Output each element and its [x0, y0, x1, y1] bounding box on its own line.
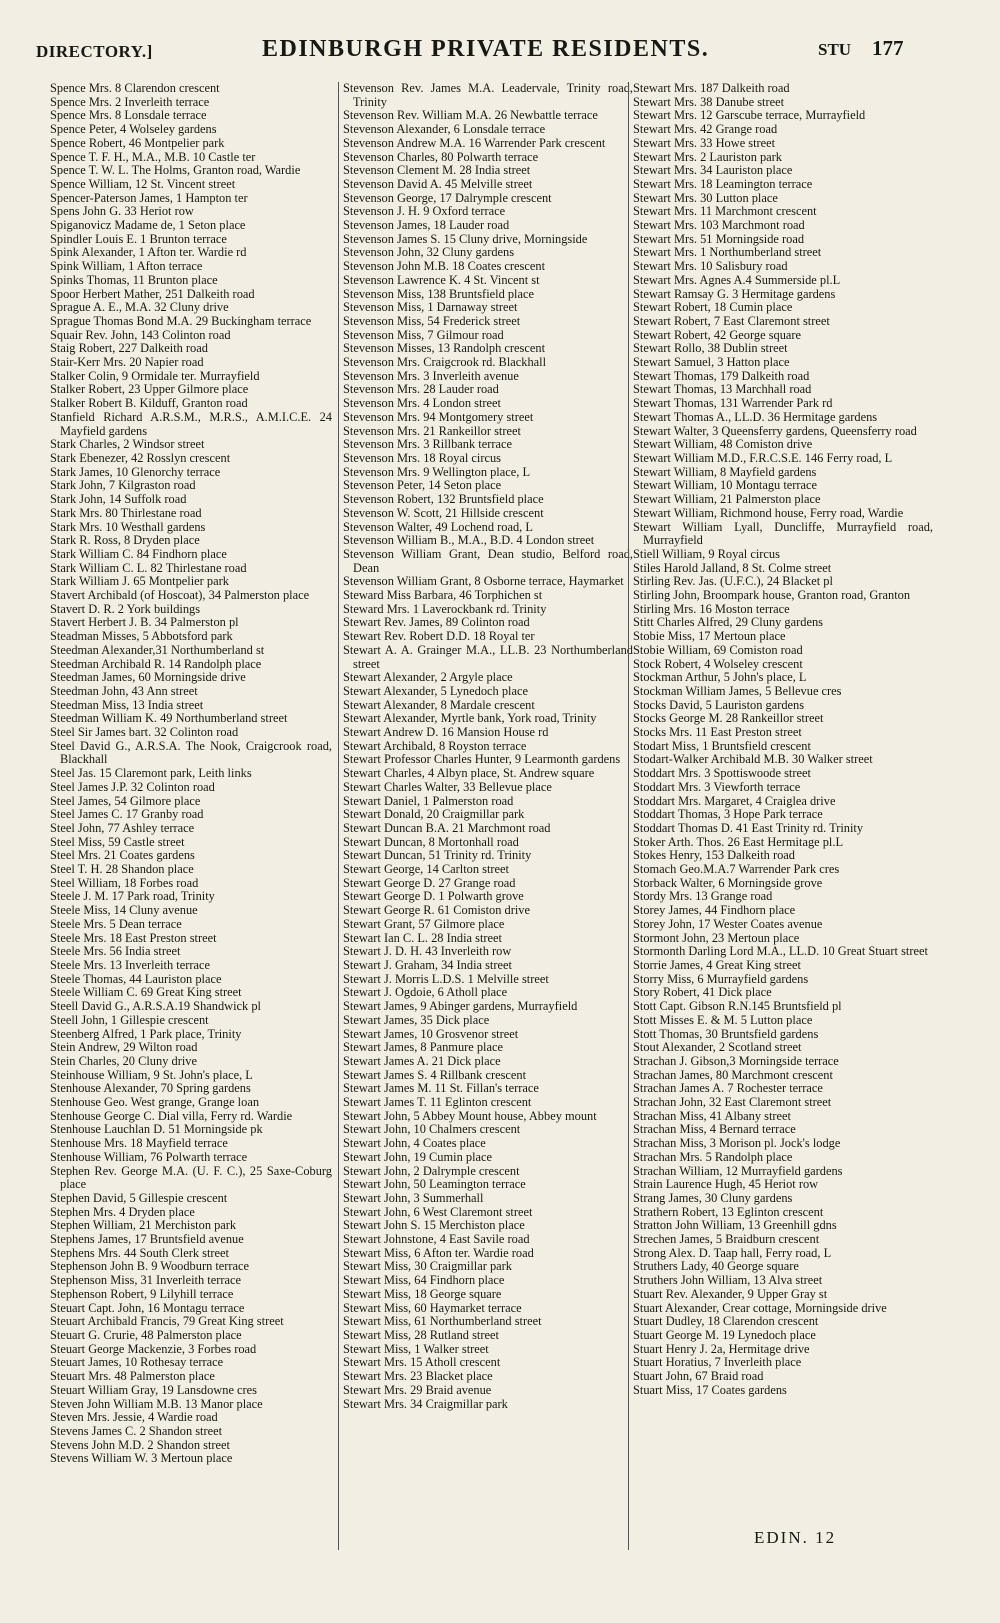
directory-entry: Steele J. M. 17 Park road, Trinity	[50, 889, 215, 904]
directory-entry: Stodart-Walker Archibald M.B. 30 Walker street	[633, 752, 873, 767]
directory-entry: Steele Miss, 14 Cluny avenue	[50, 903, 198, 918]
running-abbreviation: STU	[818, 40, 852, 59]
directory-entry: Stewart Thomas, 179 Dalkeith road	[633, 368, 810, 383]
directory-entry: Spens John G. 33 Heriot row	[50, 204, 194, 219]
directory-entry: Stewart Miss, 18 George square	[343, 1286, 502, 1301]
directory-entry: Stevenson Clement M. 28 India street	[343, 163, 531, 178]
directory-entry: Stewart Robert, 18 Cumin place	[633, 300, 793, 315]
directory-entry: Stewart Miss, 30 Craigmillar park	[343, 1259, 512, 1274]
directory-entry: Stark William C. L. 82 Thirlestane road	[50, 560, 247, 575]
directory-entry: Steel William, 18 Forbes road	[50, 875, 199, 890]
directory-entry: Stevenson William Grant, Dean studio, Belford road, Dean	[343, 546, 633, 575]
directory-entry: Spink Alexander, 1 Afton ter. Wardie rd	[50, 245, 247, 260]
directory-entry: Stewart Rev. James, 89 Colinton road	[343, 615, 530, 630]
directory-entry: Stewart Rev. Robert D.D. 18 Royal ter	[343, 629, 535, 644]
directory-entry: Stevenson Mrs. 28 Lauder road	[343, 382, 499, 397]
directory-entry: Stevenson Rev. James M.A. Leadervale, Trinity road, Trinity	[343, 82, 633, 109]
directory-entry: Stevenson Miss, 7 Gilmour road	[343, 327, 504, 342]
directory-entry: Strachan Miss, 41 Albany street	[633, 1108, 791, 1123]
directory-entry: Stevenson W. Scott, 21 Hillside crescent	[343, 505, 544, 520]
directory-entry: Strang James, 30 Cluny gardens	[633, 1190, 793, 1205]
directory-entry: Steel T. H. 28 Shandon place	[50, 862, 194, 877]
directory-entry: Steuart G. Crurie, 48 Palmerston place	[50, 1327, 242, 1342]
directory-entry: Stout Alexander, 2 Scotland street	[633, 1040, 802, 1055]
directory-entry: Spence Mrs. 8 Clarendon crescent	[50, 82, 220, 95]
directory-entry: Stewart Professor Charles Hunter, 9 Learmonth gardens	[343, 752, 621, 767]
directory-entry: Stitt Charles Alfred, 29 Cluny gardens	[633, 615, 823, 630]
directory-entry: Stewart Duncan, 8 Mortonhall road	[343, 834, 519, 849]
directory-entry: Stavert D. R. 2 York buildings	[50, 601, 201, 616]
directory-entry: Stenhouse Mrs. 18 Mayfield terrace	[50, 1136, 228, 1151]
directory-entry: Stenhouse George C. Dial villa, Ferry rd. Wardie	[50, 1108, 293, 1123]
directory-entry: Stoddart Mrs. Margaret, 4 Craiglea drive	[633, 793, 836, 808]
directory-entry: Stewart Mrs. 34 Craigmillar park	[343, 1396, 508, 1411]
directory-entry: Stott Misses E. & M. 5 Lutton place	[633, 1012, 813, 1027]
directory-entry: Stewart William, 10 Montagu terrace	[633, 478, 818, 493]
directory-entry: Stephen David, 5 Gillespie crescent	[50, 1190, 228, 1205]
directory-entry: Stewart Mrs. 23 Blacket place	[343, 1369, 493, 1384]
directory-entry: Steell David G., A.R.S.A.19 Shandwick pl	[50, 999, 261, 1014]
directory-entry: Stark Mrs. 10 Westhall gardens	[50, 519, 206, 534]
directory-entry: Stott Thomas, 30 Bruntsfield gardens	[633, 1026, 819, 1041]
directory-entry: Steele Thomas, 44 Lauriston place	[50, 971, 222, 986]
directory-entry: Stalker Colin, 9 Ormidale ter. Murrayfield	[50, 368, 260, 383]
directory-entry: Stark James, 10 Glenorchy terrace	[50, 464, 221, 479]
directory-entry: Storey John, 17 Wester Coates avenue	[633, 916, 823, 931]
directory-entry: Stevenson Mrs. 4 London street	[343, 396, 501, 411]
directory-entry: Stewart J. Graham, 34 India street	[343, 958, 512, 972]
directory-entry: Stanfield Richard A.R.S.M., M.R.S., A.M.I.C.E. 24 Mayfield gardens	[50, 409, 332, 438]
directory-entry: Spence William, 12 St. Vincent street	[50, 176, 236, 191]
directory-entry: Storback Walter, 6 Morningside grove	[633, 875, 823, 890]
directory-entry: Stewart Mrs. 51 Morningside road	[633, 231, 805, 246]
directory-entry: Stoddart Thomas, 3 Hope Park terrace	[633, 807, 823, 822]
directory-entry: Spence Mrs. 8 Lonsdale terrace	[50, 108, 207, 123]
directory-entry: Steenberg Alfred, 1 Park place, Trinity	[50, 1026, 242, 1041]
directory-entry: Steedman Alexander,31 Northumberland st	[50, 642, 265, 657]
directory-entry: Stewart Mrs. 103 Marchmont road	[633, 218, 805, 233]
directory-entry: Stewart Mrs. 11 Marchmont crescent	[633, 204, 817, 219]
directory-entry: Stevenson Miss, 54 Frederick street	[343, 313, 521, 328]
directory-entry: Strathern Robert, 13 Eglinton crescent	[633, 1204, 824, 1219]
directory-entry: Steele Mrs. 56 India street	[50, 944, 181, 959]
directory-entry: Stott Capt. Gibson R.N.145 Bruntsfield pl	[633, 999, 842, 1014]
directory-entry: Stirling John, Broompark house, Granton road, Granton	[633, 588, 911, 603]
directory-entry: Stratton John William, 13 Greenhill gdns	[633, 1218, 837, 1233]
directory-entry: Stevenson John M.B. 18 Coates crescent	[343, 259, 546, 274]
directory-entry: Stark John, 7 Kilgraston road	[50, 478, 196, 493]
directory-entry: Stephen Rev. George M.A. (U. F. C.), 25 Saxe-Coburg place	[50, 1163, 332, 1192]
directory-entry: Stephens Mrs. 44 South Clerk street	[50, 1245, 229, 1260]
directory-entry: Stewart J. Morris L.D.S. 1 Melville street	[343, 971, 549, 986]
directory-entry: Stevenson J. H. 9 Oxford terrace	[343, 204, 506, 219]
directory-entry: Struthers Lady, 40 George square	[633, 1259, 799, 1274]
directory-entry: Stewart Daniel, 1 Palmerston road	[343, 793, 514, 808]
directory-entry: Stormont John, 23 Mertoun place	[633, 930, 800, 945]
directory-entry: Stokes Henry, 153 Dalkeith road	[633, 848, 795, 863]
directory-entry: Stoddart Mrs. 3 Viewforth terrace	[633, 779, 801, 794]
directory-entry: Steel Miss, 59 Castle street	[50, 834, 185, 849]
directory-entry: Stewart Mrs. 34 Lauriston place	[633, 163, 793, 178]
directory-entry: Steel Jas. 15 Claremont park, Leith links	[50, 766, 252, 781]
directory-entry: Steel Sir James bart. 32 Colinton road	[50, 725, 239, 740]
directory-entry: Stevenson David A. 45 Melville street	[343, 176, 533, 191]
directory-entry: Stevenson James S. 15 Cluny drive, Morningside	[343, 231, 588, 246]
section-label: DIRECTORY.]	[36, 42, 153, 61]
directory-entry: Stewart Mrs. 1 Northumberland street	[633, 245, 822, 260]
directory-entry: Stevenson Misses, 13 Randolph crescent	[343, 341, 546, 356]
directory-entry: Stevenson George, 17 Dalrymple crescent	[343, 190, 552, 205]
directory-entry: Stein Charles, 20 Cluny drive	[50, 1053, 197, 1068]
directory-entry: Stephenson Miss, 31 Inverleith terrace	[50, 1273, 241, 1288]
directory-entry: Stewart George D. 1 Polwarth grove	[343, 889, 524, 904]
directory-entry: Spence Peter, 4 Wolseley gardens	[50, 122, 217, 137]
directory-entry: Stuart Miss, 17 Coates gardens	[633, 1382, 787, 1397]
directory-entry: Stobie Miss, 17 Mertoun place	[633, 629, 786, 644]
directory-entry: Stevenson Miss, 1 Darnaway street	[343, 300, 518, 315]
directory-entry: Stevenson Miss, 138 Bruntsfield place	[343, 286, 535, 301]
directory-column-1	[50, 82, 332, 1550]
directory-entry: Stevenson Mrs. 94 Montgomery street	[343, 409, 534, 424]
directory-entry: Stevenson John, 32 Cluny gardens	[343, 245, 515, 260]
directory-entry: Steedman John, 43 Ann street	[50, 683, 198, 698]
directory-entry: Stevenson Walter, 49 Lochend road, L	[343, 519, 533, 534]
directory-entry: Stephen Mrs. 4 Dryden place	[50, 1204, 195, 1219]
directory-entry: Sprague A. E., M.A. 32 Cluny drive	[50, 300, 229, 315]
directory-entry: Stewart Alexander, Myrtle bank, York road, Trinity	[343, 711, 597, 726]
directory-entry: Stewart John, 2 Dalrymple crescent	[343, 1163, 520, 1178]
directory-entry: Spinks Thomas, 11 Brunton place	[50, 272, 218, 287]
directory-entry: Stewart John, 3 Summerhall	[343, 1190, 484, 1205]
directory-entry: Stoddart Mrs. 3 Spottiswoode street	[633, 766, 811, 781]
directory-entry: Stevenson Mrs. 9 Wellington place, L	[343, 464, 531, 479]
directory-entry: Steel James J.P. 32 Colinton road	[50, 779, 215, 794]
directory-entry: Stodart Miss, 1 Bruntsfield crescent	[633, 738, 811, 753]
directory-entry: Stark John, 14 Suffolk road	[50, 492, 187, 507]
directory-entry: Steele William C. 69 Great King street	[50, 985, 242, 1000]
directory-entry: Stewart Mrs. 42 Grange road	[633, 122, 778, 137]
directory-entry: Stark Charles, 2 Windsor street	[50, 437, 205, 452]
directory-entry: Stiles Harold Jalland, 8 St. Colme street	[633, 560, 832, 575]
directory-entry: Stewart Alexander, 2 Argyle place	[343, 670, 513, 685]
directory-entry: Stewart Archibald, 8 Royston terrace	[343, 738, 527, 753]
directory-entry: Stockman William James, 5 Bellevue cres	[633, 683, 842, 698]
directory-entry: Stenhouse William, 76 Polwarth terrace	[50, 1149, 248, 1164]
directory-entry: Steuart Capt. John, 16 Montagu terrace	[50, 1300, 245, 1315]
directory-entry: Steven Mrs. Jessie, 4 Wardie road	[50, 1410, 218, 1425]
directory-entry: Stewart John, 4 Coates place	[343, 1136, 486, 1151]
directory-entry: Stewart Miss, 1 Walker street	[343, 1341, 489, 1356]
directory-entry: Stark R. Ross, 8 Dryden place	[50, 533, 200, 548]
directory-entry: Stevens John M.D. 2 Shandon street	[50, 1437, 230, 1452]
directory-entry: Strong Alex. D. Taap hall, Ferry road, L	[633, 1245, 832, 1260]
directory-entry: Spence Mrs. 2 Inverleith terrace	[50, 94, 210, 109]
directory-entry: Stavert Herbert J. B. 34 Palmerston pl	[50, 615, 239, 630]
directory-entry: Stewart Mrs. 2 Lauriston park	[633, 149, 783, 164]
directory-entry: Stuart Alexander, Crear cottage, Morningside drive	[633, 1300, 887, 1315]
directory-entry: Stewart George, 14 Carlton street	[343, 862, 509, 877]
directory-entry: Stewart John, 6 West Claremont street	[343, 1204, 533, 1219]
directory-entry: Stuart Dudley, 18 Clarendon crescent	[633, 1314, 819, 1329]
directory-entry: Strechen James, 5 Braidburn crescent	[633, 1232, 820, 1247]
directory-entry: Stewart Alexander, 5 Lynedoch place	[343, 683, 528, 698]
directory-entry: Spoor Herbert Mather, 251 Dalkeith road	[50, 286, 255, 301]
directory-entry: Strachan J. Gibson,3 Morningside terrace	[633, 1053, 839, 1068]
printer-signature: EDIN. 12	[754, 1528, 837, 1547]
directory-entry: Stewart Johnstone, 4 East Savile road	[343, 1232, 530, 1247]
directory-entry: Stewart Robert, 42 George square	[633, 327, 802, 342]
directory-entry: Stewart George D. 27 Grange road	[343, 875, 516, 890]
directory-entry: Stephenson John B. 9 Woodburn terrace	[50, 1259, 250, 1274]
directory-entry: Spence T. W. L. The Holms, Granton road, Wardie	[50, 163, 301, 178]
directory-entry: Stark William J. 65 Montpelier park	[50, 574, 229, 589]
directory-entry: Stuart John, 67 Braid road	[633, 1369, 764, 1384]
directory-entry: Stewart James, 8 Panmure place	[343, 1040, 503, 1055]
directory-entry: Stordy Mrs. 13 Grange road	[633, 889, 773, 904]
directory-entry: Stewart John, 10 Chalmers crescent	[343, 1122, 521, 1137]
directory-entry: Stark Mrs. 80 Thirlestane road	[50, 505, 202, 520]
directory-entry: Stevenson Robert, 132 Bruntsfield place	[343, 492, 544, 507]
directory-entry: Spence Robert, 46 Montpelier park	[50, 135, 225, 150]
directory-entry: Stevenson Mrs. 18 Royal circus	[343, 450, 501, 465]
directory-entry: Stuart George M. 19 Lynedoch place	[633, 1327, 816, 1342]
directory-entry: Stevenson Mrs. 21 Rankeillor street	[343, 423, 521, 438]
directory-entry: Stewart Mrs. 29 Braid avenue	[343, 1382, 492, 1397]
directory-entry: Stevenson William Grant, 8 Osborne terrace, Haymarket	[343, 574, 624, 589]
directory-entry: Stenhouse Geo. West grange, Grange loan	[50, 1095, 260, 1110]
directory-entry: Stein Andrew, 29 Wilton road	[50, 1040, 198, 1055]
directory-entry: Steuart William Gray, 19 Lansdowne cres	[50, 1382, 257, 1397]
directory-entry: Sprague Thomas Bond M.A. 29 Buckingham terrace	[50, 313, 312, 328]
directory-entry: Stewart Duncan, 51 Trinity rd. Trinity	[343, 848, 532, 863]
directory-entry: Stewart James, 9 Abinger gardens, Murrayfield	[343, 999, 578, 1014]
directory-entry: Stewart A. A. Grainger M.A., LL.B. 23 Northumberland street	[343, 642, 633, 671]
directory-entry: Stewart Miss, 61 Northumberland street	[343, 1314, 542, 1329]
directory-entry: Stenhouse Lauchlan D. 51 Morningside pk	[50, 1122, 263, 1137]
directory-entry: Stockman Arthur, 5 John's place, L	[633, 670, 807, 685]
directory-entry: Stewart James, 35 Dick place	[343, 1012, 490, 1027]
directory-entry: Steadman Misses, 5 Abbotsford park	[50, 629, 233, 644]
directory-entry: Stewart William M.D., F.R.C.S.E. 146 Ferry road, L	[633, 450, 893, 465]
directory-entry: Stewart James S. 4 Rillbank crescent	[343, 1067, 527, 1082]
directory-entry: Stewart James A. 21 Dick place	[343, 1053, 501, 1068]
directory-entry: Stoddart Thomas D. 41 East Trinity rd. Trinity	[633, 820, 864, 835]
directory-entry: Steedman James, 60 Morningside drive	[50, 670, 246, 685]
directory-entry: Stewart Mrs. 18 Leamington terrace	[633, 176, 813, 191]
directory-entry: Stewart J. D. H. 43 Inverleith row	[343, 944, 512, 959]
directory-entry: Stobie William, 69 Comiston road	[633, 642, 803, 657]
directory-entry: Stevenson Mrs. 3 Inverleith avenue	[343, 368, 519, 383]
directory-entry: Struthers John William, 13 Alva street	[633, 1273, 823, 1288]
directory-entry: Stocks David, 5 Lauriston gardens	[633, 697, 805, 712]
directory-entry: Stalker Robert B. Kilduff, Granton road	[50, 396, 248, 411]
directory-entry: Stewart William, 48 Comiston drive	[633, 437, 813, 452]
directory-column-2	[338, 82, 633, 1550]
directory-entry: Strachan Miss, 3 Morison pl. Jock's lodge	[633, 1136, 841, 1151]
directory-entry: Strachan William, 12 Murrayfield gardens	[633, 1163, 843, 1178]
directory-entry: Steel James, 54 Gilmore place	[50, 793, 201, 808]
directory-entry: Steel Mrs. 21 Coates gardens	[50, 848, 195, 863]
directory-entry: Stewart Mrs. 12 Garscube terrace, Murrayfield	[633, 108, 866, 123]
directory-entry: Spence T. F. H., M.A., M.B. 10 Castle ter	[50, 149, 256, 164]
directory-entry: Stevenson Alexander, 6 Lonsdale terrace	[343, 122, 546, 137]
directory-entry: Stuart Horatius, 7 Inverleith place	[633, 1355, 802, 1370]
directory-entry: Stark Ebenezer, 42 Rosslyn crescent	[50, 450, 231, 465]
directory-entry: Stewart George R. 61 Comiston drive	[343, 903, 530, 918]
directory-entry: Stalker Robert, 23 Upper Gilmore place	[50, 382, 249, 397]
directory-entry: Stevenson James, 18 Lauder road	[343, 218, 510, 233]
directory-entry: Spiganovicz Madame de, 1 Seton place	[50, 218, 246, 233]
directory-entry: Steven John William M.B. 13 Manor place	[50, 1396, 263, 1411]
directory-entry: Stewart James T. 11 Eglinton crescent	[343, 1095, 532, 1110]
directory-entry: Steward Mrs. 1 Laverockbank rd. Trinity	[343, 601, 547, 616]
directory-entry: Steuart James, 10 Rothesay terrace	[50, 1355, 224, 1370]
directory-entry: Steedman Miss, 13 India street	[50, 697, 204, 712]
directory-entry: Stewart James M. 11 St. Fillan's terrace	[343, 1081, 539, 1096]
directory-entry: Stevenson Peter, 14 Seton place	[343, 478, 502, 493]
directory-entry: Stewart Thomas, 131 Warrender Park rd	[633, 396, 833, 411]
directory-entry: Stewart Mrs. Agnes A.4 Summerside pl.L	[633, 272, 841, 287]
directory-entry: Stavert Archibald (of Hoscoat), 34 Palmerston place	[50, 588, 310, 603]
directory-entry: Steuart Archibald Francis, 79 Great King street	[50, 1314, 284, 1329]
directory-entry: Stewart Charles Walter, 33 Bellevue place	[343, 779, 552, 794]
directory-entry: Stewart Mrs. 15 Atholl crescent	[343, 1355, 501, 1370]
directory-entry: Stevenson Charles, 80 Polwarth terrace	[343, 149, 539, 164]
directory-entry: Storry Miss, 6 Murrayfield gardens	[633, 971, 809, 986]
directory-entry: Stewart Duncan B.A. 21 Marchmont road	[343, 820, 551, 835]
directory-entry: Storrie James, 4 Great King street	[633, 958, 801, 972]
page-title: EDINBURGH PRIVATE RESIDENTS.	[262, 36, 710, 62]
directory-entry: Stewart John, 50 Leamington terrace	[343, 1177, 526, 1192]
directory-entry: Stewart William, 8 Mayfield gardens	[633, 464, 817, 479]
directory-entry: Storey James, 44 Findhorn place	[633, 903, 796, 918]
directory-entry: Strachan James, 80 Marchmont crescent	[633, 1067, 833, 1082]
directory-entry: Stewart Charles, 4 Albyn place, St. Andrew square	[343, 766, 595, 781]
directory-entry: Stevens James C. 2 Shandon street	[50, 1423, 223, 1438]
directory-entry: Stewart Ian C. L. 28 India street	[343, 930, 502, 945]
directory-entry: Squair Rev. John, 143 Colinton road	[50, 327, 231, 342]
directory-entry: Spink William, 1 Afton terrace	[50, 259, 203, 274]
directory-entry: Stewart Thomas, 13 Marchhall road	[633, 382, 812, 397]
directory-entry: Stephens James, 17 Bruntsfield avenue	[50, 1232, 244, 1247]
directory-entry: Story Robert, 41 Dick place	[633, 985, 772, 1000]
directory-entry: Stephenson Robert, 9 Lilyhill terrace	[50, 1286, 234, 1301]
directory-entry: Stocks George M. 28 Rankeillor street	[633, 711, 824, 726]
directory-entry: Stewart William, 21 Palmerston place	[633, 492, 821, 507]
directory-entry: Stark William C. 84 Findhorn place	[50, 546, 227, 561]
directory-entry: Steedman William K. 49 Northumberland street	[50, 711, 288, 726]
directory-entry: Stevenson Andrew M.A. 16 Warrender Park crescent	[343, 135, 606, 150]
directory-entry: Stewart Mrs. 10 Salisbury road	[633, 259, 788, 274]
directory-entry: Stirling Mrs. 16 Moston terrace	[633, 601, 790, 616]
directory-entry: Stevenson Mrs. 3 Rillbank terrace	[343, 437, 512, 452]
directory-entry: Stewart Donald, 20 Craigmillar park	[343, 807, 525, 822]
directory-entry: Strachan James A. 7 Rochester terrace	[633, 1081, 823, 1096]
page-header	[0, 34, 1000, 64]
directory-entry: Steuart Mrs. 48 Palmerston place	[50, 1369, 215, 1384]
directory-entry: Steward Miss Barbara, 46 Torphichen st	[343, 588, 543, 603]
directory-entry: Spindler Louis E. 1 Brunton terrace	[50, 231, 227, 246]
directory-entry: Stewart J. Ogdoie, 6 Atholl place	[343, 985, 508, 1000]
directory-entry: Stevenson Lawrence K. 4 St. Vincent st	[343, 272, 540, 287]
directory-entry: Stewart Mrs. 187 Dalkeith road	[633, 82, 790, 95]
directory-entry: Stevenson William B., M.A., B.D. 4 London street	[343, 533, 595, 548]
directory-entry: Stewart Thomas A., LL.D. 36 Hermitage gardens	[633, 409, 878, 424]
directory-entry: Steele Mrs. 5 Dean terrace	[50, 916, 182, 931]
directory-column-3	[628, 82, 933, 1550]
directory-entry: Stewart Miss, 28 Rutland street	[343, 1327, 499, 1342]
directory-entry: Strain Laurence Hugh, 45 Heriot row	[633, 1177, 819, 1192]
directory-entry: Stewart Mrs. 30 Lutton place	[633, 190, 778, 205]
directory-entry: Stenhouse Alexander, 70 Spring gardens	[50, 1081, 251, 1096]
directory-entry: Strachan John, 32 East Claremont street	[633, 1095, 832, 1110]
directory-entry: Stewart Grant, 57 Gilmore place	[343, 916, 505, 931]
directory-entry: Stirling Rev. Jas. (U.F.C.), 24 Blacket pl	[633, 574, 833, 589]
directory-entry: Stair-Kerr Mrs. 20 Napier road	[50, 355, 204, 370]
directory-entry: Stewart Walter, 3 Queensferry gardens, Queensferry road	[633, 423, 917, 438]
directory-entry: Stevens William W. 3 Mertoun place	[50, 1451, 233, 1466]
directory-entry: Steell John, 1 Gillespie crescent	[50, 1012, 209, 1027]
directory-entry: Stewart John S. 15 Merchiston place	[343, 1218, 525, 1233]
directory-entry: Stewart Ramsay G. 3 Hermitage gardens	[633, 286, 836, 301]
directory-entry: Stewart Rollo, 38 Dublin street	[633, 341, 788, 356]
directory-entry: Stewart Alexander, 8 Mardale crescent	[343, 697, 535, 712]
directory-entry: Stevenson Rev. William M.A. 26 Newbattle terrace	[343, 108, 598, 123]
directory-entry: Stiell William, 9 Royal circus	[633, 546, 780, 561]
directory-entry: Stevenson Mrs. Craigcrook rd. Blackhall	[343, 355, 547, 370]
directory-entry: Stewart Andrew D. 16 Mansion House rd	[343, 725, 549, 740]
directory-entry: Stewart James, 10 Grosvenor street	[343, 1026, 519, 1041]
directory-entry: Steel James C. 17 Granby road	[50, 807, 204, 822]
directory-entry: Steinhouse William, 9 St. John's place, L	[50, 1067, 253, 1082]
directory-entry: Stormonth Darling Lord M.A., LL.D. 10 Great Stuart street	[633, 944, 928, 959]
directory-entry: Steedman Archibald R. 14 Randolph place	[50, 656, 262, 671]
page-number: 177	[872, 36, 904, 60]
directory-entry: Steuart George Mackenzie, 3 Forbes road	[50, 1341, 257, 1356]
directory-entry: Stewart Miss, 64 Findhorn place	[343, 1273, 505, 1288]
directory-entry: Stewart William, Richmond house, Ferry road, Wardie	[633, 505, 904, 520]
directory-entry: Steele Mrs. 13 Inverleith terrace	[50, 958, 210, 972]
directory-entry: Staig Robert, 227 Dalkeith road	[50, 341, 208, 356]
directory-entry: Steel David G., A.R.S.A. The Nook, Craigcrook road, Blackhall	[50, 738, 332, 767]
directory-entry: Strachan Mrs. 5 Randolph place	[633, 1149, 793, 1164]
directory-entry: Stoker Arth. Thos. 26 East Hermitage pl.L	[633, 834, 844, 849]
directory-entry: Stewart Samuel, 3 Hatton place	[633, 355, 790, 370]
directory-entry: Stock Robert, 4 Wolseley crescent	[633, 656, 803, 671]
directory-entry: Stewart Mrs. 38 Danube street	[633, 94, 785, 109]
directory-entry: Stewart John, 19 Cumin place	[343, 1149, 493, 1164]
directory-entry: Strachan Miss, 4 Bernard terrace	[633, 1122, 796, 1137]
directory-entry: Spencer-Paterson James, 1 Hampton ter	[50, 190, 248, 205]
directory-entry: Stomach Geo.M.A.7 Warrender Park cres	[633, 862, 840, 877]
directory-entry: Stewart Miss, 60 Haymarket terrace	[343, 1300, 522, 1315]
directory-entry: Stocks Mrs. 11 East Preston street	[633, 725, 802, 740]
directory-entry: Stewart William Lyall, Duncliffe, Murrayfield road, Murrayfield	[633, 519, 933, 548]
directory-entry: Steele Mrs. 18 East Preston street	[50, 930, 217, 945]
directory-entry: Stewart John, 5 Abbey Mount house, Abbey mount	[343, 1108, 597, 1123]
directory-entry: Stewart Robert, 7 East Claremont street	[633, 313, 830, 328]
directory-entry: Stephen William, 21 Merchiston park	[50, 1218, 237, 1233]
directory-entry: Steel John, 77 Ashley terrace	[50, 820, 195, 835]
directory-entry: Stewart Miss, 6 Afton ter. Wardie road	[343, 1245, 534, 1260]
directory-entry: Stuart Rev. Alexander, 9 Upper Gray st	[633, 1286, 828, 1301]
directory-entry: Stewart Mrs. 33 Howe street	[633, 135, 776, 150]
directory-entry: Stuart Henry J. 2a, Hermitage drive	[633, 1341, 810, 1356]
